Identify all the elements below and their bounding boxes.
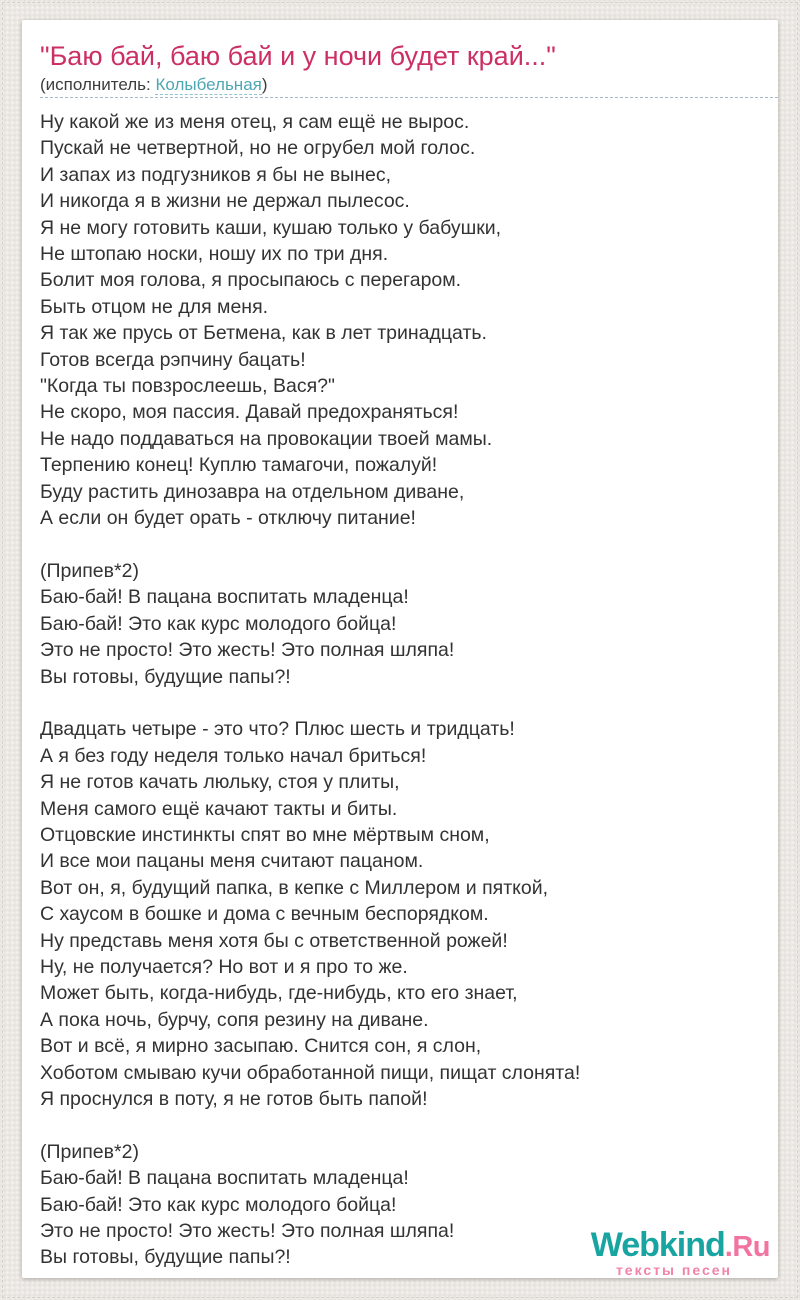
lyric-line: Не скоро, моя пассия. Давай предохраняться! xyxy=(40,401,459,424)
lyric-line: "Когда ты повзрослеешь, Вася?" xyxy=(40,375,335,398)
lyric-line: Баю-бай! Это как курс молодого бойца! xyxy=(40,612,397,635)
lyric-line: Баю-бай! В пацана воспитать младенца! xyxy=(40,1167,409,1190)
lyric-line: А я без году неделя только начал бриться! xyxy=(40,744,427,767)
logo-text-row xyxy=(591,1228,770,1262)
lyrics-text xyxy=(40,109,778,1271)
lyric-line: Терпению конец! Куплю тамагочи, пожалуй! xyxy=(40,454,438,477)
lyric-line: Я так же прусь от Бетмена, как в лет тринадцать. xyxy=(40,322,487,345)
lyric-line: Вот и всё, я мирно засыпаю. Снится сон, я слон, xyxy=(40,1035,482,1058)
lyric-line: Отцовские инстинкты спят во мне мёртвым сном, xyxy=(40,823,490,846)
page-title: "Баю бай, баю бай и у ночи будет край..." xyxy=(40,41,556,71)
lyric-line: Не штопаю носки, ношу их по три дня. xyxy=(40,243,389,266)
lyric-line: Ну представь меня хотя бы с ответственной рожей! xyxy=(40,929,508,952)
lyric-line: Не надо поддаваться на провокации твоей мамы. xyxy=(40,427,493,450)
logo-main: Webkind xyxy=(590,1226,725,1264)
webkind-logo[interactable] xyxy=(591,1228,770,1277)
lyric-line: И никогда я в жизни не держал пылесос. xyxy=(40,190,410,213)
lyric-line: Двадцать четыре - это что? Плюс шесть и тридцать! xyxy=(40,718,515,741)
artist-label: (исполнитель: xyxy=(40,75,151,94)
lyric-line: И запах из подгузников я бы не вынес, xyxy=(40,163,391,186)
logo-suffix: .Ru xyxy=(724,1231,770,1263)
logo-tagline: тексты песен xyxy=(615,1262,732,1278)
lyric-line: Я не могу готовить каши, кушаю только у бабушки, xyxy=(40,216,502,239)
lyrics-stanza xyxy=(40,558,778,690)
lyric-line: Баю-бай! В пацана воспитать младенца! xyxy=(40,586,409,609)
lyric-line: Может быть, когда-нибудь, где-нибудь, кто его знает, xyxy=(40,982,518,1005)
card-inner xyxy=(22,20,778,1271)
lyric-line: А если он будет орать - отключу питание! xyxy=(40,507,416,530)
lyric-line: Готов всегда рэпчину бацать! xyxy=(40,348,306,371)
lyric-line: С хаусом в бошке и дома с вечным беспорядком. xyxy=(40,903,489,926)
lyric-line: Вы готовы, будущие папы?! xyxy=(40,1246,291,1269)
lyric-line: Баю-бай! Это как курс молодого бойца! xyxy=(40,1193,397,1216)
lyric-line: Меня самого ещё качают такты и биты. xyxy=(40,797,398,820)
lyric-line: Ну, не получается? Но вот и я про то же. xyxy=(40,955,408,978)
lyric-line: Быть отцом не для меня. xyxy=(40,295,269,318)
lyric-line: Ну какой же из меня отец, я сам ещё не вырос. xyxy=(40,111,470,133)
lyric-line: И все мои пацаны меня считают пацаном. xyxy=(40,850,424,873)
lyric-line: Вы готовы, будущие папы?! xyxy=(40,665,291,688)
lyric-line: Пускай не четвертной, но не огрубел мой голос. xyxy=(40,137,476,160)
lyric-line: Вот он, я, будущий папка, в кепке с Миллером и пяткой, xyxy=(40,876,549,899)
content-card xyxy=(22,20,778,1278)
lyric-line: Это не просто! Это жесть! Это полная шляпа! xyxy=(40,1220,455,1243)
lyric-line: Я проснулся в поту, я не готов быть папой! xyxy=(40,1088,428,1110)
header-separator xyxy=(40,97,778,98)
lyric-line: Буду растить динозавра на отдельном диване, xyxy=(40,480,465,503)
lyric-line: Болит моя голова, я просыпаюсь с перегаром. xyxy=(40,269,462,292)
lyrics-stanza xyxy=(40,716,778,1112)
lyric-line: (Припев*2) xyxy=(40,559,139,582)
lyrics-stanza xyxy=(40,109,778,532)
lyric-line: Хоботом смываю кучи обработанной пищи, пищат слонята! xyxy=(40,1061,581,1084)
lyric-line: Это не просто! Это жесть! Это полная шляпа! xyxy=(40,639,455,662)
artist-line xyxy=(40,75,778,95)
artist-link[interactable]: Колыбельная xyxy=(155,75,262,94)
lyric-line: Я не готов качать люльку, стоя у плиты, xyxy=(40,771,400,794)
lyric-line: (Припев*2) xyxy=(40,1140,139,1163)
lyric-line: А пока ночь, бурчу, сопя резину на диване. xyxy=(40,1008,429,1031)
artist-suffix: ) xyxy=(261,75,268,94)
